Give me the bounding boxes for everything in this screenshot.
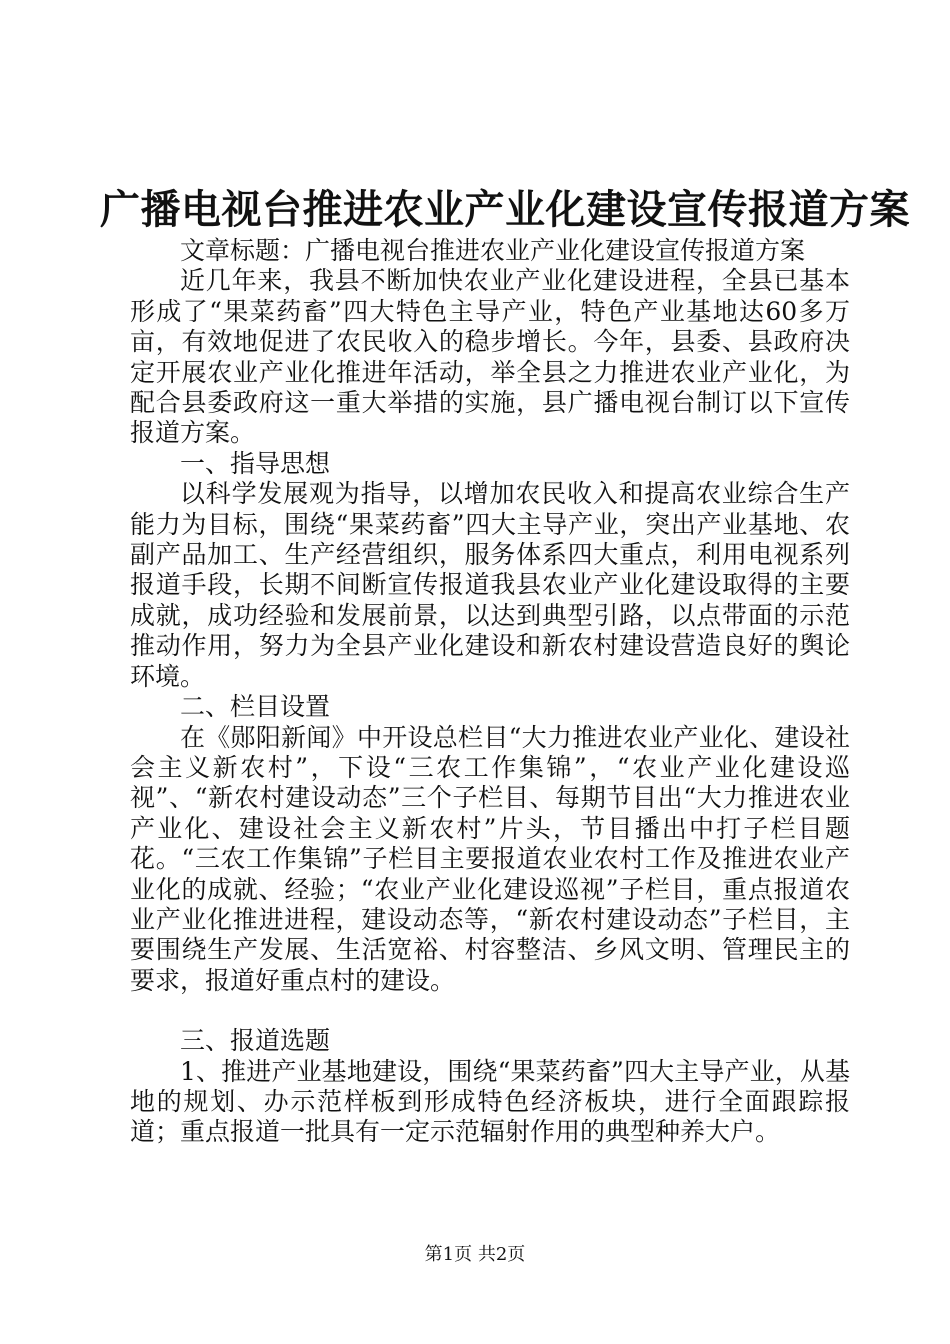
section-paragraph-guiding-ideology: 以科学发展观为指导，以增加农民收入和提高农业综合生产能力为目标，围绕“果菜药畜”四大主导产业，突出产业基地、农副产品加工、生产经营组织，服务体系四大重点，利用电视系列报道手段，长期不间断宣传报道我县农业产业化建设取得的主要成就，成功经验和发展前景，以达到典型引路，以点带面的示范推动作用，努力为全县产业化建设和新农村建设营造良好的舆论环境。 bbox=[130, 479, 850, 691]
document-title: 广播电视台推进农业产业化建设宣传报道方案 bbox=[100, 186, 910, 233]
page-indicator: 第1页 共2页 bbox=[424, 1244, 526, 1265]
article-title-label: 文章标题：广播电视台推进农业产业化建设宣传报道方案 bbox=[180, 236, 806, 265]
section-heading-guiding-ideology: 一、指导思想 bbox=[180, 448, 331, 478]
section-heading-column-setup: 二、栏目设置 bbox=[180, 692, 331, 722]
report-topic-item-1: 1、推进产业基地建设，围绕“果菜药畜”四大主导产业，从基地的规划、办示范样板到形成特色经济板块，进行全面跟踪报道；重点报道一批具有一定示范辐射作用的典型种养大户。 bbox=[130, 1056, 850, 1147]
document-body bbox=[130, 236, 850, 1148]
paragraph-gap bbox=[130, 996, 850, 1026]
intro-paragraph: 近几年来，我县不断加快农业产业化建设进程，全县已基本形成了“果菜药畜”四大特色主导产业，特色产业基地达60多万亩，有效地促进了农民收入的稳步增长。今年，县委、县政府决定开展农业产业化推进年活动，举全县之力推进农业产业化，为配合县委政府这一重大举措的实施，县广播电视台制订以下宣传报道方案。 bbox=[130, 266, 850, 448]
section-paragraph-column-setup: 在《郧阳新闻》中开设总栏目“大力推进农业产业化、建设社会主义新农村”，下设“三农工作集锦”，“农业产业化建设巡视”、“新农村建设动态”三个子栏目、每期节目出“大力推进农业产业化、建设社会主义新农村”片头，节目播出中打子栏目题花。“三农工作集锦”子栏目主要报道农业农村工作及推进农业产业化的成就、经验；“农业产业化建设巡视”子栏目，重点报道农业产业化推进进程，建设动态等，“新农村建设动态”子栏目，主要围绕生产发展、生活宽裕、村容整洁、乡风文明、管理民主的要求，报道好重点村的建设。 bbox=[130, 722, 850, 995]
section-heading-report-topics: 三、报道选题 bbox=[180, 1026, 331, 1056]
